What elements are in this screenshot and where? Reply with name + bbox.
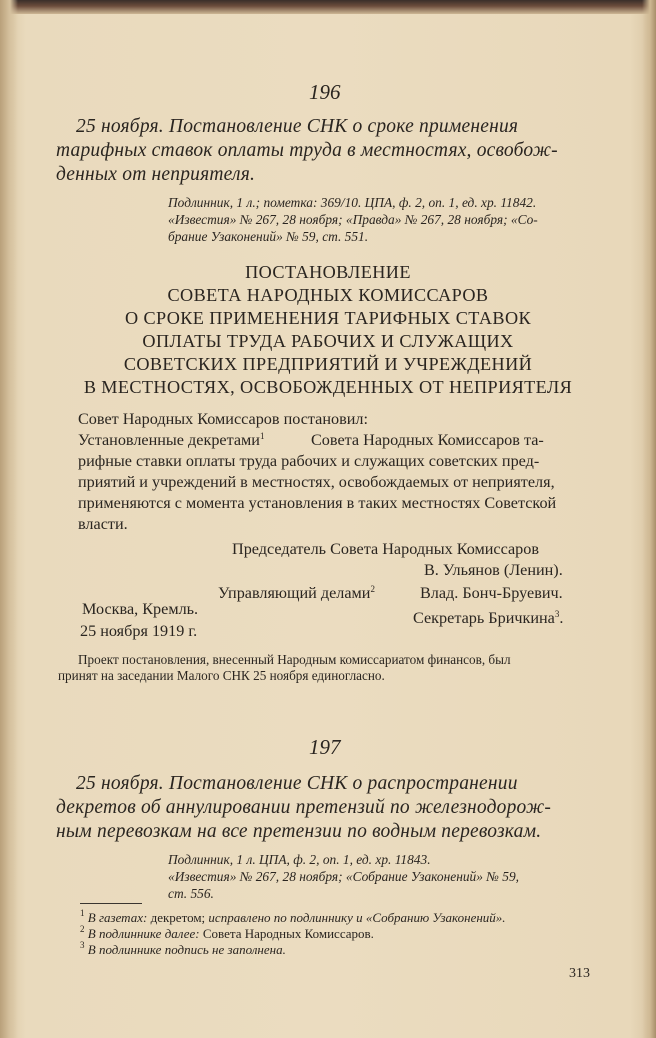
page-outer-edge bbox=[642, 0, 656, 1038]
signature-secretary-title: Секретарь Бричкина bbox=[413, 609, 555, 627]
editorial-note-line: принят на заседании Малого СНК 25 ноября единогласно. bbox=[58, 668, 385, 683]
footnote: $^1$ В газетах: декретом; исправлено по подлиннику и «Собранию Узаконений». bbox=[80, 908, 506, 925]
source-line: Подлинник, 1 л. ЦПА, ф. 2, оп. 1, ед. хр. 11843. bbox=[168, 852, 431, 867]
decree-intro: Совет Народных Комиссаров постановил: bbox=[78, 410, 369, 428]
heading-line: декретов об аннулировании претензий по железнодорож- bbox=[56, 797, 552, 818]
heading-line: 25 ноября. Постановление СНК о сроке применения bbox=[76, 116, 519, 137]
heading-line: ным перевозкам на все претензии по водным перевозкам. bbox=[56, 821, 542, 842]
decree-date: 25 ноября 1919 г. bbox=[80, 622, 198, 640]
signature-manager-title: Управляющий делами bbox=[218, 584, 371, 602]
page-binding-edge bbox=[0, 0, 18, 1038]
signature-chair-name: В. Ульянов (Ленин). bbox=[424, 561, 563, 579]
decree-body-line: власти. bbox=[78, 515, 128, 533]
source-line: брание Узаконений» № 59, ст. 551. bbox=[168, 229, 369, 244]
heading-line: денных от неприятеля. bbox=[56, 164, 256, 185]
document-number: 197 bbox=[309, 735, 341, 759]
decree-body-line: рифные ставки оплаты труда рабочих и служащих советских пред- bbox=[78, 452, 540, 470]
source-line: «Известия» № 267, 28 ноября; «Собрание Узаконений» № 59, bbox=[168, 869, 519, 884]
page-top-edge bbox=[0, 0, 656, 14]
decree-body-line: Совета Народных Комиссаров та- bbox=[311, 431, 544, 449]
source-line: Подлинник, 1 л.; пометка: 369/10. ЦПА, ф. 2, оп. 1, ед. хр. 11842. bbox=[168, 195, 537, 210]
decree-body-line bbox=[78, 431, 264, 450]
footnote-mark: 1 bbox=[80, 908, 85, 918]
decree-title-line: СОВЕТСКИХ ПРЕДПРИЯТИЙ И УЧРЕЖДЕНИЙ bbox=[123, 354, 533, 374]
footnote: $^2$ В подлиннике далее: Совета Народных Комиссаров. bbox=[80, 924, 374, 941]
decree-title-line: О СРОКЕ ПРИМЕНЕНИЯ ТАРИФНЫХ СТАВОК bbox=[124, 308, 532, 328]
decree-title-line: ОПЛАТЫ ТРУДА РАБОЧИХ И СЛУЖАЩИХ bbox=[142, 331, 514, 351]
footnote-mark: 2 bbox=[80, 924, 85, 934]
heading-line: 25 ноября. Постановление СНК о распространении bbox=[76, 773, 518, 794]
footnote-mark: 3 bbox=[80, 940, 85, 950]
decree-body-line: применяются с момента установления в таких местностях Советской bbox=[78, 494, 557, 512]
decree-body-text: Установленные декретами bbox=[78, 431, 260, 449]
decree-place: Москва, Кремль. bbox=[82, 600, 199, 618]
footnote-ref: 2 bbox=[370, 584, 375, 594]
signature-manager bbox=[218, 584, 375, 603]
footnote-rule bbox=[80, 903, 142, 904]
signature-manager-name: Влад. Бонч-Бруевич. bbox=[420, 584, 563, 602]
page-number: 313 bbox=[569, 966, 590, 981]
signature-chair-title: Председатель Совета Народных Комиссаров bbox=[232, 540, 540, 558]
decree-body-line: приятий и учреждений в местностях, освобождаемых от неприятеля, bbox=[78, 473, 555, 491]
source-line: ст. 556. bbox=[168, 886, 214, 901]
document-number: 196 bbox=[309, 80, 341, 104]
editorial-note-line: Проект постановления, внесенный Народным комиссариатом финансов, был bbox=[78, 652, 511, 667]
decree-title-line: СОВЕТА НАРОДНЫХ КОМИССАРОВ bbox=[167, 285, 489, 305]
heading-line: тарифных ставок оплаты труда в местностях, освобож- bbox=[56, 140, 558, 161]
decree-title-line: В МЕСТНОСТЯХ, ОСВОБОЖДЕННЫХ ОТ НЕПРИЯТЕЛЯ bbox=[83, 377, 573, 397]
source-line: «Известия» № 267, 28 ноября; «Правда» № 267, 28 ноября; «Со- bbox=[168, 212, 538, 227]
signature-secretary: Секретарь Бричкина$^3$. bbox=[413, 609, 564, 627]
decree-title-line: ПОСТАНОВЛЕНИЕ bbox=[245, 262, 411, 282]
footnote-ref: 3 bbox=[554, 609, 560, 619]
footnote-ref: 1 bbox=[259, 431, 265, 441]
footnote: $^3$ В подлиннике подпись не заполнена. bbox=[80, 940, 286, 957]
